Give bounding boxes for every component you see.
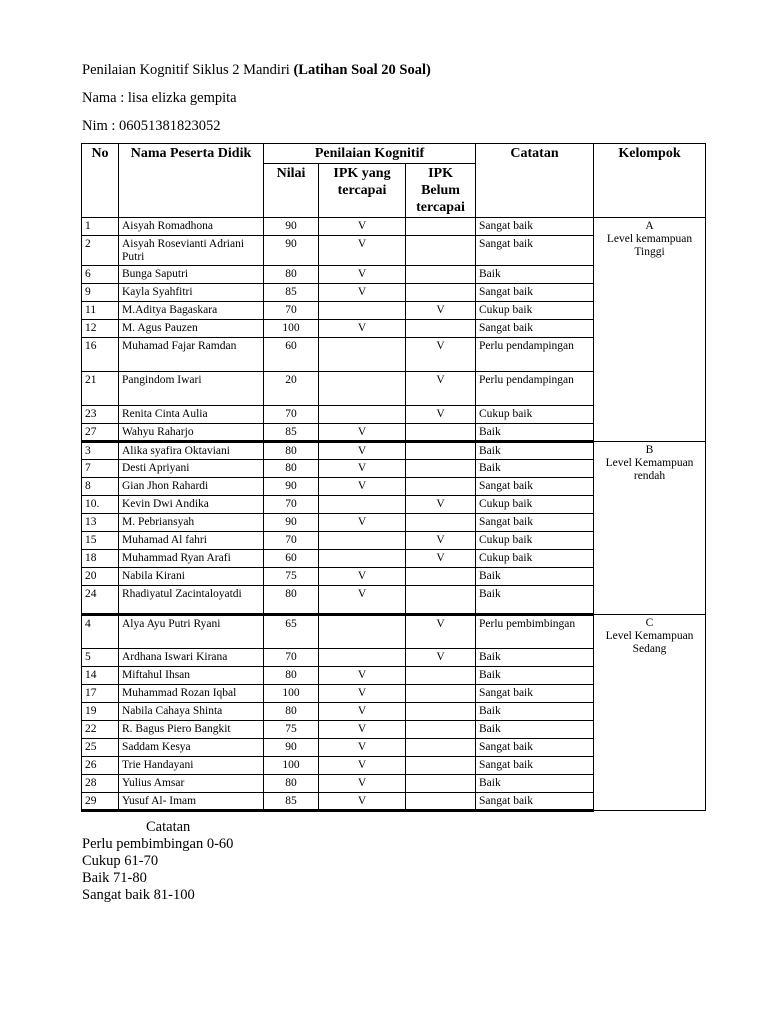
legend-item: Sangat baik 81-100 [82, 887, 195, 903]
student-nim-line: Nim : 06051381823052 [82, 118, 221, 134]
ipk-achieved-mark: V [319, 424, 406, 442]
student-name: Rhadiyatul Zacintaloyatdi [119, 586, 264, 615]
ipk-not-achieved-mark [406, 218, 476, 236]
row-number: 1 [82, 218, 119, 236]
student-name: Muhammad Rozan Iqbal [119, 685, 264, 703]
student-name: Alya Ayu Putri Ryani [119, 615, 264, 649]
row-number: 29 [82, 793, 119, 811]
ipk-not-achieved-mark [406, 442, 476, 460]
grades-table-head [82, 144, 706, 218]
legend-item: Cukup 61-70 [82, 853, 159, 869]
ipk-achieved-mark: V [319, 460, 406, 478]
ipk-achieved-mark [319, 615, 406, 649]
row-number: 8 [82, 478, 119, 496]
student-name: Gian Jhon Rahardi [119, 478, 264, 496]
student-name: Nabila Cahaya Shinta [119, 703, 264, 721]
student-name: Muhamad Fajar Ramdan [119, 338, 264, 372]
row-number: 13 [82, 514, 119, 532]
ipk-achieved-mark [319, 338, 406, 372]
row-number: 9 [82, 284, 119, 302]
ipk-achieved-mark: V [319, 266, 406, 284]
score-value: 90 [264, 739, 319, 757]
ipk-achieved-mark [319, 532, 406, 550]
ipk-not-achieved-mark [406, 460, 476, 478]
ipk-not-achieved-mark [406, 586, 476, 615]
ipk-achieved-mark: V [319, 775, 406, 793]
student-name: Saddam Kesya [119, 739, 264, 757]
student-name: Nabila Kirani [119, 568, 264, 586]
student-name: Pangindom Iwari [119, 372, 264, 406]
student-name: Muhammad Ryan Arafi [119, 550, 264, 568]
note-text: Baik [476, 667, 594, 685]
note-text: Baik [476, 266, 594, 284]
document-title-bold: (Latihan Soal 20 Soal) [293, 62, 431, 78]
note-text: Baik [476, 586, 594, 615]
student-name: M.Aditya Bagaskara [119, 302, 264, 320]
ipk-not-achieved-mark: V [406, 496, 476, 514]
header-kelompok: Kelompok [594, 144, 706, 218]
ipk-not-achieved-mark [406, 667, 476, 685]
header-ipk-tercapai: IPK yang tercapai [319, 164, 406, 218]
header-row-1 [82, 144, 706, 164]
note-text: Perlu pendampingan [476, 372, 594, 406]
row-number: 4 [82, 615, 119, 649]
note-text: Sangat baik [476, 739, 594, 757]
score-value: 80 [264, 703, 319, 721]
score-value: 65 [264, 615, 319, 649]
document-title [82, 61, 431, 79]
ipk-achieved-mark [319, 649, 406, 667]
note-text: Baik [476, 568, 594, 586]
row-number: 12 [82, 320, 119, 338]
row-number: 28 [82, 775, 119, 793]
note-text: Baik [476, 649, 594, 667]
score-value: 85 [264, 424, 319, 442]
ipk-not-achieved-mark: V [406, 532, 476, 550]
note-text: Sangat baik [476, 284, 594, 302]
student-name: R. Bagus Piero Bangkit [119, 721, 264, 739]
student-name: Miftahul Ihsan [119, 667, 264, 685]
note-text: Perlu pembimbingan [476, 615, 594, 649]
ipk-achieved-mark: V [319, 667, 406, 685]
ipk-achieved-mark: V [319, 442, 406, 460]
score-value: 75 [264, 568, 319, 586]
student-name: Kayla Syahfitri [119, 284, 264, 302]
row-number: 2 [82, 236, 119, 266]
score-value: 70 [264, 302, 319, 320]
note-text: Sangat baik [476, 757, 594, 775]
note-text: Baik [476, 703, 594, 721]
ipk-achieved-mark: V [319, 320, 406, 338]
ipk-not-achieved-mark [406, 685, 476, 703]
ipk-not-achieved-mark [406, 236, 476, 266]
header-catatan: Catatan [476, 144, 594, 218]
ipk-achieved-mark: V [319, 703, 406, 721]
legend-item: Perlu pembimbingan 0-60 [82, 836, 234, 852]
ipk-not-achieved-mark [406, 424, 476, 442]
ipk-not-achieved-mark [406, 266, 476, 284]
group-description: Level Kemampuan Sedang [605, 630, 694, 655]
grades-table-body [82, 218, 706, 811]
header-no: No [82, 144, 119, 218]
row-number: 25 [82, 739, 119, 757]
note-text: Cukup baik [476, 406, 594, 424]
score-value: 80 [264, 775, 319, 793]
row-number: 14 [82, 667, 119, 685]
ipk-achieved-mark [319, 550, 406, 568]
row-number: 10. [82, 496, 119, 514]
note-text: Perlu pendampingan [476, 338, 594, 372]
student-name: Muhamad Al fahri [119, 532, 264, 550]
header-nilai: Nilai [264, 164, 319, 218]
ipk-not-achieved-mark [406, 775, 476, 793]
group-cell [594, 442, 706, 615]
ipk-achieved-mark: V [319, 284, 406, 302]
ipk-not-achieved-mark: V [406, 302, 476, 320]
score-value: 75 [264, 721, 319, 739]
document-title-plain: Penilaian Kognitif Siklus 2 Mandiri [82, 62, 294, 78]
score-value: 20 [264, 372, 319, 406]
score-value: 80 [264, 586, 319, 615]
table-row [82, 615, 706, 649]
legend-item: Baik 71-80 [82, 870, 147, 886]
row-number: 26 [82, 757, 119, 775]
ipk-not-achieved-mark [406, 721, 476, 739]
score-value: 90 [264, 236, 319, 266]
ipk-not-achieved-mark [406, 793, 476, 811]
group-description: Level kemampuan Tinggi [606, 233, 693, 258]
group-description: Level Kemampuan rendah [605, 457, 694, 482]
score-value: 70 [264, 496, 319, 514]
score-value: 80 [264, 442, 319, 460]
note-text: Baik [476, 460, 594, 478]
ipk-not-achieved-mark: V [406, 649, 476, 667]
ipk-achieved-mark [319, 496, 406, 514]
score-value: 100 [264, 320, 319, 338]
table-row [82, 218, 706, 236]
ipk-achieved-mark: V [319, 236, 406, 266]
score-value: 60 [264, 550, 319, 568]
note-text: Sangat baik [476, 218, 594, 236]
ipk-achieved-mark [319, 406, 406, 424]
header-ipk-belum: IPK Belum tercapai [406, 164, 476, 218]
ipk-achieved-mark: V [319, 721, 406, 739]
row-number: 22 [82, 721, 119, 739]
student-name: Bunga Saputri [119, 266, 264, 284]
student-name: Kevin Dwi Andika [119, 496, 264, 514]
note-text: Baik [476, 721, 594, 739]
note-text: Baik [476, 424, 594, 442]
ipk-not-achieved-mark: V [406, 550, 476, 568]
student-name: Ardhana Iswari Kirana [119, 649, 264, 667]
score-value: 70 [264, 649, 319, 667]
note-text: Cukup baik [476, 302, 594, 320]
score-value: 70 [264, 532, 319, 550]
student-name: Wahyu Raharjo [119, 424, 264, 442]
note-text: Baik [476, 442, 594, 460]
student-name: M. Agus Pauzen [119, 320, 264, 338]
ipk-not-achieved-mark [406, 757, 476, 775]
ipk-achieved-mark: V [319, 478, 406, 496]
score-value: 60 [264, 338, 319, 372]
note-text: Sangat baik [476, 236, 594, 266]
group-label: C [645, 617, 654, 629]
row-number: 19 [82, 703, 119, 721]
group-cell [594, 218, 706, 442]
note-text: Sangat baik [476, 478, 594, 496]
row-number: 11 [82, 302, 119, 320]
note-text: Sangat baik [476, 685, 594, 703]
ipk-achieved-mark: V [319, 739, 406, 757]
ipk-achieved-mark: V [319, 218, 406, 236]
legend-title: Catatan [146, 819, 191, 835]
table-row [82, 442, 706, 460]
row-number: 18 [82, 550, 119, 568]
score-value: 100 [264, 685, 319, 703]
row-number: 27 [82, 424, 119, 442]
ipk-not-achieved-mark [406, 514, 476, 532]
student-name-line: Nama : lisa elizka gempita [82, 90, 237, 106]
ipk-achieved-mark: V [319, 568, 406, 586]
ipk-achieved-mark [319, 302, 406, 320]
note-text: Cukup baik [476, 496, 594, 514]
row-number: 6 [82, 266, 119, 284]
grades-table [81, 143, 706, 812]
row-number: 23 [82, 406, 119, 424]
header-nama: Nama Peserta Didik [119, 144, 264, 218]
row-number: 21 [82, 372, 119, 406]
ipk-not-achieved-mark [406, 320, 476, 338]
student-name: Yulius Amsar [119, 775, 264, 793]
ipk-achieved-mark: V [319, 586, 406, 615]
score-value: 90 [264, 478, 319, 496]
row-number: 20 [82, 568, 119, 586]
ipk-not-achieved-mark [406, 703, 476, 721]
score-value: 70 [264, 406, 319, 424]
ipk-achieved-mark: V [319, 685, 406, 703]
ipk-achieved-mark: V [319, 757, 406, 775]
ipk-not-achieved-mark: V [406, 406, 476, 424]
ipk-not-achieved-mark [406, 284, 476, 302]
row-number: 24 [82, 586, 119, 615]
score-value: 100 [264, 757, 319, 775]
score-value: 85 [264, 284, 319, 302]
student-name: Aisyah Romadhona [119, 218, 264, 236]
score-value: 85 [264, 793, 319, 811]
group-cell [594, 615, 706, 811]
student-name: M. Pebriansyah [119, 514, 264, 532]
score-value: 80 [264, 266, 319, 284]
score-value: 90 [264, 514, 319, 532]
note-text: Sangat baik [476, 793, 594, 811]
row-number: 16 [82, 338, 119, 372]
ipk-not-achieved-mark: V [406, 615, 476, 649]
ipk-achieved-mark: V [319, 793, 406, 811]
ipk-not-achieved-mark: V [406, 338, 476, 372]
header-penilaian: Penilaian Kognitif [264, 144, 476, 164]
ipk-not-achieved-mark [406, 739, 476, 757]
ipk-not-achieved-mark: V [406, 372, 476, 406]
row-number: 17 [82, 685, 119, 703]
ipk-not-achieved-mark [406, 478, 476, 496]
ipk-achieved-mark: V [319, 514, 406, 532]
note-text: Baik [476, 775, 594, 793]
row-number: 7 [82, 460, 119, 478]
note-text: Cukup baik [476, 532, 594, 550]
row-number: 3 [82, 442, 119, 460]
group-label: B [645, 444, 654, 456]
student-name: Trie Handayani [119, 757, 264, 775]
student-name: Aisyah Rosevianti Adriani Putri [119, 236, 264, 266]
score-value: 80 [264, 667, 319, 685]
student-name: Yusuf Al- Imam [119, 793, 264, 811]
score-value: 90 [264, 218, 319, 236]
ipk-not-achieved-mark [406, 568, 476, 586]
note-text: Sangat baik [476, 320, 594, 338]
row-number: 5 [82, 649, 119, 667]
student-name: Renita Cinta Aulia [119, 406, 264, 424]
student-name: Desti Apriyani [119, 460, 264, 478]
note-text: Cukup baik [476, 550, 594, 568]
row-number: 15 [82, 532, 119, 550]
note-text: Sangat baik [476, 514, 594, 532]
group-label: A [645, 220, 654, 232]
score-value: 80 [264, 460, 319, 478]
student-name: Alika syafira Oktaviani [119, 442, 264, 460]
ipk-achieved-mark [319, 372, 406, 406]
